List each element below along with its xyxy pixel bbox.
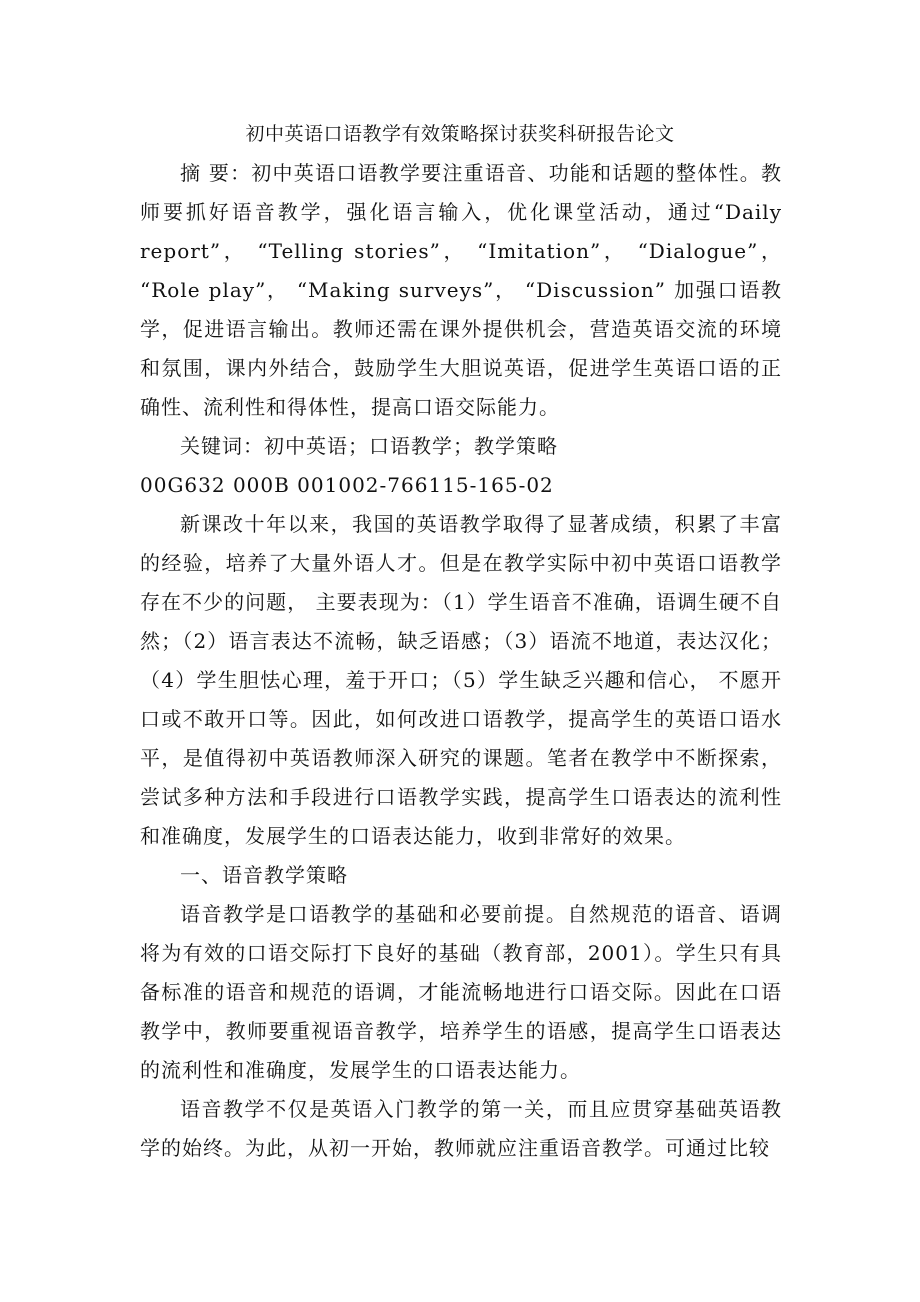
section-heading: 一、语音教学策略 xyxy=(180,863,348,887)
document-body xyxy=(140,154,782,1168)
abstract-paragraph: 摘 要：初中英语口语教学要注重语音、功能和话题的整体性。教师要抓好语音教学，强化语言输入，优化课堂活动，通过“Daily report”， “Telling stories”， “Imitation”， “Dialogue”， “Role play”， “Making surveys”， “Discussion” 加强口语教学，促进语言输出。教师还需在课外提供机会，营造英语交流的环境和氛围，课内外结合，鼓励学生大胆说英语，促进学生英语口语的正确性、流利性和得体性，提高口语交际能力。 xyxy=(140,161,782,419)
classification-line: 00G632 000B 001002-766115-165-02 xyxy=(140,473,554,497)
body-paragraph: 语音教学是口语教学的基础和必要前提。自然规范的语音、语调将为有效的口语交际打下良好的基础（教育部，2001）。学生只有具备标准的语音和规范的语调，才能流畅地进行口语交际。因此在口语教学中，教师要重视语音教学，培养学生的语感，提高学生口语表达的流利性和准确度，发展学生的口语表达能力。 xyxy=(140,902,782,1082)
keywords-line: 关键词：初中英语；口语教学；教学策略 xyxy=(180,434,558,458)
document-title: 初中英语口语教学有效策略探讨获奖科研报告论文 xyxy=(245,123,675,145)
intro-paragraph: 新课改十年以来，我国的英语教学取得了显著成绩，积累了丰富的经验，培养了大量外语人才。但是在教学实际中初中英语口语教学存在不少的问题， 主要表现为：（1）学生语音不准确，语调生硬不自然；（2）语言表达不流畅，缺乏语感；（3）语流不地道，表达汉化；（4）学生胆怯心理，羞于开口；（5）学生缺乏兴趣和信心， 不愿开口或不敢开口等。因此，如何改进口语教学，提高学生的英语口语水平，是值得初中英语教师深入研究的课题。笔者在教学中不断探索，尝试多种方法和手段进行口语教学实践，提高学生口语表达的流利性和准确度，发展学生的口语表达能力，收到非常好的效果。 xyxy=(140,512,782,848)
body-paragraph: 语音教学不仅是英语入门教学的第一关，而且应贯穿基础英语教学的始终。为此，从初一开始，教师就应注重语音教学。可通过比较 xyxy=(140,1097,782,1160)
